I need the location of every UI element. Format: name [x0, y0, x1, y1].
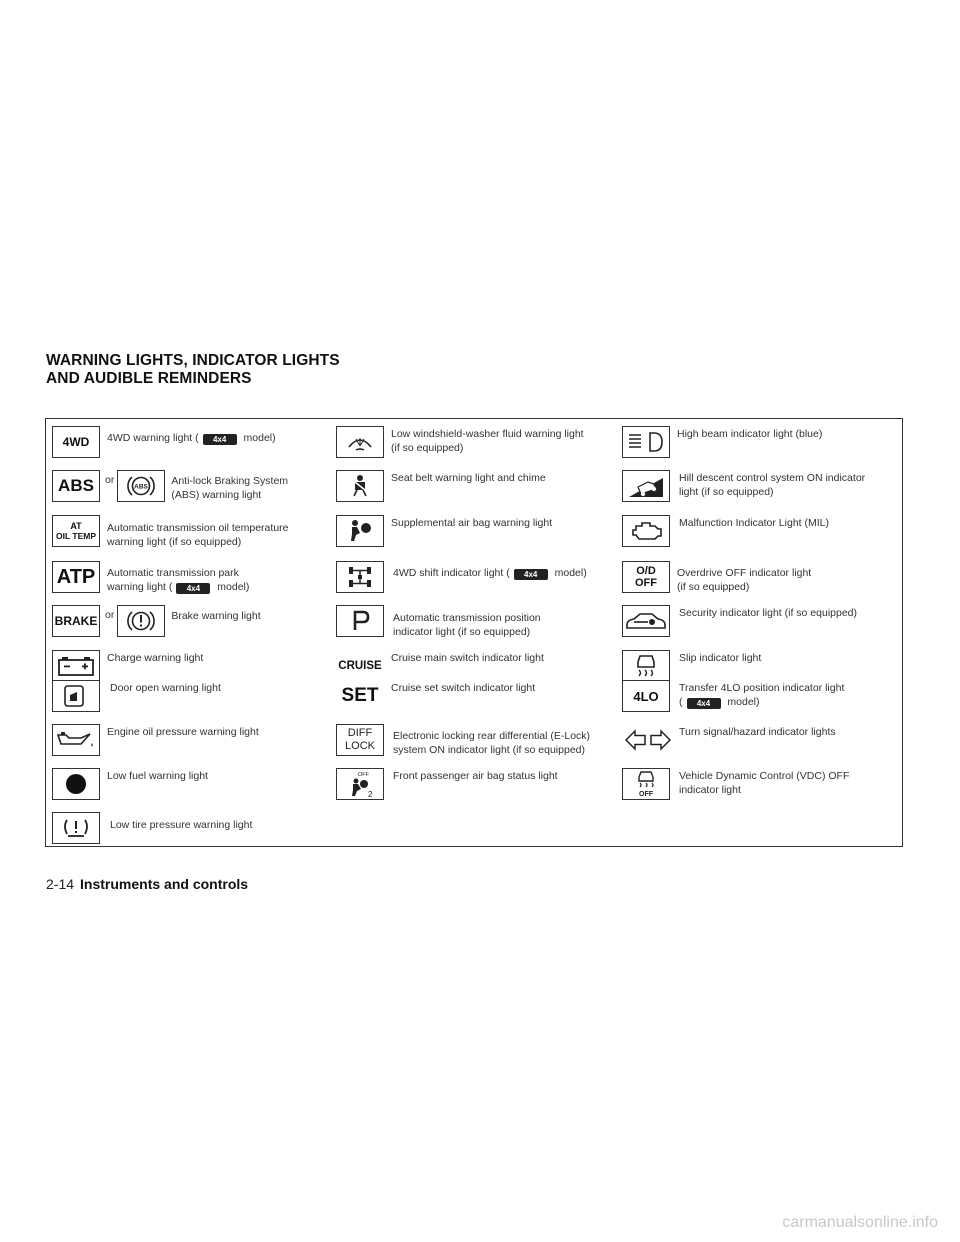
at-oil-temp-icon: AT OIL TEMP [52, 515, 100, 547]
item-seat-belt: Seat belt warning light and chime [336, 470, 546, 502]
door-open-icon [52, 680, 100, 712]
tire-pressure-icon [52, 812, 100, 844]
item-mil: Malfunction Indicator Light (MIL) [622, 515, 829, 547]
svg-text:ABS: ABS [134, 483, 149, 491]
vdc-off-icon [622, 768, 670, 800]
item-turn-signal: Turn signal/hazard indicator lights [622, 724, 836, 756]
item-door-open: Door open warning light [52, 680, 221, 712]
diff-lock-icon: DIFF LOCK [336, 724, 384, 756]
washer-fluid-icon [336, 426, 384, 458]
item-at-oil-temp: AT OIL TEMP Automatic transmission oil temperature warning light (if so equipped) [52, 515, 289, 549]
item-e-lock: DIFF LOCK Electronic locking rear differential (E-Lock) system ON indicator light (if so equipped) [336, 724, 590, 757]
od-off-icon: O/D OFF [622, 561, 670, 593]
item-passenger-airbag: OFF 2 Front passenger air bag status light [336, 768, 558, 800]
item-4wd-warning: 4WD 4WD warning light ( 4x4 model) [52, 426, 276, 458]
park-p-icon [336, 605, 384, 637]
watermark: carmanualsonline.info [782, 1214, 938, 1231]
engine-icon [622, 515, 670, 547]
page-number: 2-14 [46, 876, 75, 892]
item-park-position: Automatic transmission position indicator light (if so equipped) [336, 605, 541, 639]
svg-text:2: 2 [368, 790, 373, 799]
item-high-beam: High beam indicator light (blue) [622, 426, 822, 458]
item-hill-descent: Hill descent control system ON indicator light (if so equipped) [622, 470, 865, 502]
4lo-icon: 4LO [622, 680, 670, 712]
abs-circle-icon [117, 470, 165, 502]
fuel-pump-icon [52, 768, 100, 800]
security-car-icon [622, 605, 670, 637]
4x4-badge: 4x4 [176, 583, 210, 594]
slip-car-icon [622, 650, 670, 682]
item-cruise-set: SET Cruise set switch indicator light [336, 680, 535, 712]
item-cruise-main: CRUISE Cruise main switch indicator light [336, 650, 544, 682]
item-airbag: Supplemental air bag warning light [336, 515, 552, 547]
set-icon: SET [336, 680, 384, 712]
item-slip: Slip indicator light [622, 650, 761, 682]
brake-icon: BRAKE [52, 605, 100, 637]
seat-belt-icon [336, 470, 384, 502]
item-4wd-shift: 4WD shift indicator light ( 4x4 model) [336, 561, 587, 593]
battery-icon [52, 650, 100, 682]
4x4-badge: 4x4 [687, 698, 721, 709]
item-washer-fluid: Low windshield-washer fluid warning light (if so equipped) [336, 426, 584, 458]
4x4-badge: 4x4 [514, 569, 548, 580]
cruise-icon: CRUISE [336, 650, 384, 682]
hill-descent-icon [622, 470, 670, 502]
4wd-icon: 4WD [52, 426, 100, 458]
item-vdc-off: OFF Vehicle Dynamic Control (VDC) OFF indicator light [622, 768, 849, 800]
abs-icon: ABS [52, 470, 100, 502]
4x4-badge: 4x4 [203, 434, 237, 445]
section-title: WARNING LIGHTS, INDICATOR LIGHTS AND AUDIBLE REMINDERS [46, 352, 340, 387]
atp-icon: ATP [52, 561, 100, 593]
4wd-shift-icon [336, 561, 384, 593]
item-4lo: 4LO Transfer 4LO position indicator light ( 4x4 model) [622, 680, 844, 712]
airbag-icon [336, 515, 384, 547]
section-name: Instruments and controls [80, 876, 249, 892]
item-oil-pressure: Engine oil pressure warning light [52, 724, 259, 756]
item-abs-warning: ABS or ABS Anti-lock Braking System (ABS) warning light [52, 470, 288, 502]
page-footer [46, 876, 248, 892]
item-charge: Charge warning light [52, 650, 203, 682]
item-low-tire: Low tire pressure warning light [52, 812, 252, 844]
item-od-off: O/D OFF Overdrive OFF indicator light (if so equipped) [622, 561, 811, 594]
high-beam-icon [622, 426, 670, 458]
passenger-airbag-icon [336, 768, 384, 800]
svg-text:OFF: OFF [639, 791, 653, 798]
item-low-fuel: Low fuel warning light [52, 768, 208, 800]
item-atp: ATP Automatic transmission park warning light ( 4x4 model) [52, 561, 249, 594]
svg-text:OFF: OFF [358, 772, 369, 778]
turn-signal-icon [622, 724, 674, 756]
item-security: Security indicator light (if so equipped) [622, 605, 857, 637]
item-brake-warning: BRAKE or Brake warning light [52, 605, 261, 637]
brake-circle-icon [117, 605, 165, 637]
oil-can-icon [52, 724, 100, 756]
